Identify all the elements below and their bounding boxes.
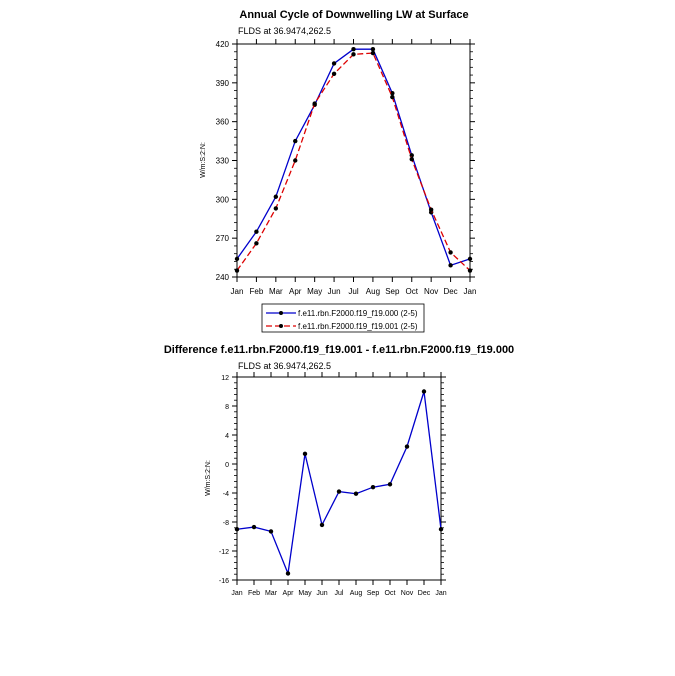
chart2-xtick-label: Apr — [282, 590, 294, 597]
chart2-series-1-point — [371, 485, 375, 489]
chart2-series-1-point — [269, 529, 273, 533]
chart2-xtick-label: Jan — [231, 590, 243, 597]
chart1-xtick-label: Apr — [289, 287, 302, 296]
chart1-series-2-point — [235, 268, 239, 272]
chart1-series-1-point — [351, 47, 355, 51]
chart1-ytick-label: 420 — [215, 40, 229, 49]
chart1-xtick-label: May — [307, 287, 323, 296]
chart2-series-1-point — [388, 482, 392, 486]
chart1-series-2-point — [371, 51, 375, 55]
legend-marker-series-1 — [279, 311, 283, 315]
chart1-series-2-point — [293, 158, 297, 162]
chart1-plot-frame — [237, 44, 470, 277]
chart2-xtick-label: Jul — [334, 590, 344, 597]
chart2-xtick-label: Nov — [400, 590, 414, 597]
chart1-subtitle: FLDS at 36.9474,262.5 — [238, 26, 332, 36]
chart2-ytick-label: 12 — [221, 375, 229, 382]
chart2-ytick-label: -8 — [222, 520, 229, 527]
chart1-series-2-point — [390, 95, 394, 99]
chart1-series-1-point — [274, 195, 278, 199]
chart1-series-2-point — [254, 241, 258, 245]
chart2-ylabel: W/m:S:2:N: — [205, 460, 212, 496]
chart1-xtick-label: Aug — [365, 287, 381, 296]
chart1-series-2-point — [351, 52, 355, 56]
chart2-xtick-label: Sep — [366, 590, 380, 597]
chart1-series-1-point — [448, 263, 452, 267]
chart1-series-2-point — [448, 250, 452, 254]
chart1-series-1-point — [410, 153, 414, 157]
chart1-xtick-label: Jul — [348, 287, 359, 296]
chart1-ytick-label: 300 — [215, 195, 229, 205]
chart2-series-1-point — [320, 523, 324, 527]
chart2-title: Difference f.e11.rbn.F2000.f19_f19.001 - f.e11.rbn.F2000.f19_f19.000 — [163, 344, 515, 356]
chart2-series-1-point — [337, 489, 341, 493]
chart2-marks — [219, 372, 447, 597]
chart2-series-1-point — [252, 525, 256, 529]
chart2-xtick-label: Dec — [417, 590, 431, 597]
chart1-xtick-label: Mar — [268, 287, 283, 296]
chart1-xtick-label: Nov — [424, 287, 439, 296]
chart2-series-1-point — [235, 527, 239, 531]
chart2-series-1-line — [237, 392, 441, 574]
chart1-xtick-label: Sep — [385, 287, 400, 296]
chart1-xtick-label: Jun — [327, 287, 341, 296]
chart2-subtitle: FLDS at 36.9474,262.5 — [238, 361, 332, 371]
chart2-xtick-label: May — [298, 590, 312, 597]
chart2-xtick-label: Jun — [316, 590, 328, 597]
chart2-xtick-label: Mar — [264, 590, 278, 597]
chart1-series-1-point — [332, 61, 336, 65]
chart1-series-2-point — [410, 157, 414, 161]
chart2-series-1-point — [439, 527, 443, 531]
chart1-series-2-point — [312, 101, 316, 105]
chart1-series-2-point — [332, 72, 336, 76]
chart2-ytick-label: -16 — [218, 578, 229, 585]
chart1-ytick-label: 270 — [215, 234, 229, 244]
chart2-xtick-label: Feb — [247, 590, 261, 597]
chart1-series-1-point — [254, 229, 258, 233]
chart1-title: Annual Cycle of Downwelling LW at Surface — [239, 9, 469, 21]
chart2-series-1-point — [286, 571, 290, 575]
chart1-xtick-label: Jan — [230, 287, 244, 296]
chart2-ytick-label: -12 — [218, 549, 229, 556]
chart2-ytick-label: 4 — [225, 433, 229, 440]
chart1-series-1-line — [237, 49, 470, 265]
chart2-xtick-label: Jan — [435, 590, 447, 597]
chart2-xtick-label: Aug — [349, 590, 363, 597]
chart1-series-2-point — [429, 207, 433, 211]
chart1-xtick-label: Dec — [443, 287, 458, 296]
chart2-series-1-point — [354, 492, 358, 496]
chart1-series-1-point — [235, 257, 239, 261]
chart2-ytick-label: -4 — [222, 491, 229, 498]
chart1-marks — [216, 39, 477, 296]
chart1-xtick-label: Feb — [249, 287, 264, 296]
chart1-xtick-label: Oct — [405, 287, 418, 296]
chart1-series-2-point — [274, 206, 278, 210]
chart1-series-1-point — [371, 47, 375, 51]
chart1-ytick-label: 330 — [215, 156, 229, 166]
chart1-ytick-label: 240 — [215, 273, 229, 282]
chart1-xtick-label: Jan — [463, 287, 477, 296]
chart2-series-1-point — [422, 389, 426, 393]
chart1-ytick-label: 390 — [215, 78, 229, 88]
chart1-series-2-point — [468, 268, 472, 272]
chart1-ytick-label: 360 — [215, 117, 229, 127]
legend-label-series-2: f.e11.rbn.F2000.f19_f19.001 (2-5) — [298, 322, 418, 331]
chart2-xtick-label: Oct — [384, 590, 396, 597]
legend-marker-series-2 — [279, 324, 283, 328]
legend-label-series-1: f.e11.rbn.F2000.f19_f19.000 (2-5) — [298, 309, 418, 318]
chart2-ytick-label: 0 — [225, 462, 229, 469]
chart2-plot-frame — [237, 377, 441, 580]
chart1-series-1-point — [468, 257, 472, 261]
chart1-ylabel: W/m:S:2:N: — [200, 142, 207, 178]
chart2-series-1-point — [303, 452, 307, 456]
chart2-series-1-point — [405, 444, 409, 448]
chart2-ytick-label: 8 — [225, 404, 229, 411]
chart1-series-1-point — [293, 139, 297, 143]
chart1-series-2-line — [237, 53, 470, 270]
